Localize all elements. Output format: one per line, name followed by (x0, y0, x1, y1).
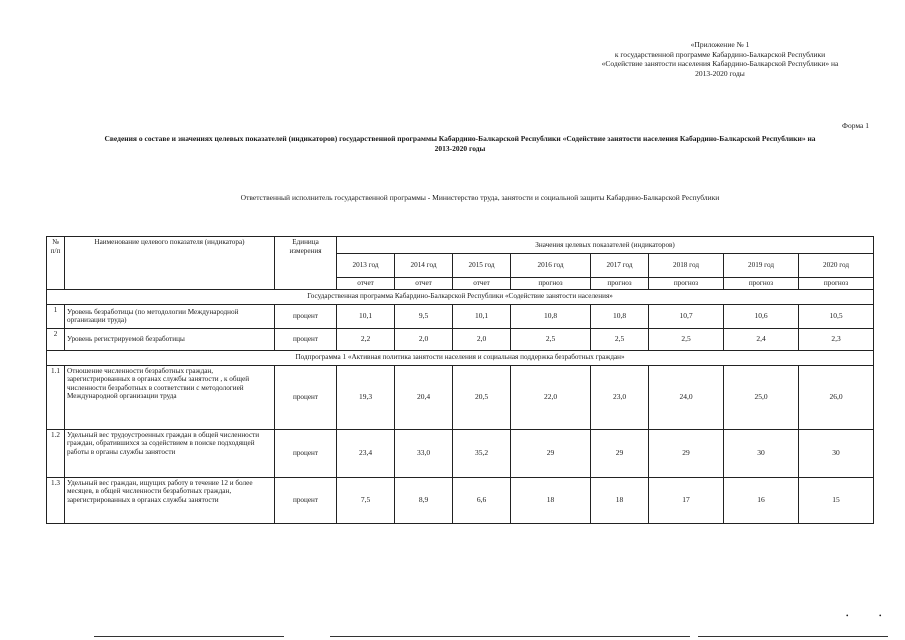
section-row (47, 289, 874, 304)
year-cell: 2015 год (453, 254, 511, 278)
row-unit: процент (275, 304, 337, 328)
row-value: 10,8 (511, 304, 591, 328)
table-row (47, 304, 874, 328)
scan-edge-line (698, 636, 888, 637)
section-title: Государственная программа Кабардино-Балкарской Республики «Содействие занятости населения» (47, 289, 874, 304)
type-cell: прогноз (511, 278, 591, 290)
table-header-row (47, 237, 874, 254)
row-value: 23,4 (337, 429, 395, 477)
header-name: Наименование целевого показателя (индикатора) (65, 237, 275, 290)
row-value: 9,5 (395, 304, 453, 328)
scan-edge-line (330, 636, 690, 637)
row-unit: процент (275, 365, 337, 429)
row-value: 10,6 (724, 304, 799, 328)
type-cell: прогноз (591, 278, 649, 290)
row-name: Удельный вес трудоустроенных граждан в общей численности граждан, обратившихся за содействием в поиске подходящей работы в органы службы занятости (65, 429, 275, 477)
row-value: 33,0 (395, 429, 453, 477)
table-row (47, 328, 874, 350)
row-value: 30 (799, 429, 874, 477)
row-value: 6,6 (453, 477, 511, 523)
row-value: 10,7 (649, 304, 724, 328)
row-value: 10,1 (337, 304, 395, 328)
type-cell: отчет (453, 278, 511, 290)
row-value: 2,5 (649, 328, 724, 350)
table-row (47, 477, 874, 523)
year-cell: 2020 год (799, 254, 874, 278)
row-value: 2,4 (724, 328, 799, 350)
appendix-line: «Приложение № 1 (690, 40, 750, 49)
type-cell: отчет (337, 278, 395, 290)
row-value: 18 (511, 477, 591, 523)
year-cell: 2019 год (724, 254, 799, 278)
row-value: 26,0 (799, 365, 874, 429)
appendix-block (560, 40, 880, 78)
row-value: 22,0 (511, 365, 591, 429)
type-cell: прогноз (724, 278, 799, 290)
header-no: № п/п (47, 237, 65, 290)
row-value: 35,2 (453, 429, 511, 477)
row-unit: процент (275, 328, 337, 350)
type-cell: прогноз (649, 278, 724, 290)
row-no: 1.1 (47, 365, 65, 429)
row-value: 20,5 (453, 365, 511, 429)
section-title: Подпрограмма 1 «Активная политика занятости населения и социальная поддержка безработных граждан» (47, 350, 874, 365)
row-value: 2,0 (453, 328, 511, 350)
row-no: 1 (47, 304, 65, 328)
row-value: 10,8 (591, 304, 649, 328)
row-value: 10,1 (453, 304, 511, 328)
header-unit: Единица измерения (275, 237, 337, 290)
year-cell: 2013 год (337, 254, 395, 278)
row-value: 2,5 (591, 328, 649, 350)
table-row (47, 365, 874, 429)
row-value: 18 (591, 477, 649, 523)
responsible-executor: Ответственный исполнитель государственной программы - Министерство труда, занятости и социальной защиты Кабардино-Балкарской Республики (240, 193, 720, 202)
row-value: 25,0 (724, 365, 799, 429)
form-label: Форма 1 (842, 121, 869, 130)
row-value: 2,3 (799, 328, 874, 350)
indicators-table (46, 236, 874, 524)
year-cell: 2018 год (649, 254, 724, 278)
row-no: 2 (47, 328, 65, 350)
row-name: Отношение численности безработных граждан, зарегистрированных в органах службы занятости , к общей численности безработных в соответствии с методологией Международной организации труда (65, 365, 275, 429)
row-value: 29 (649, 429, 724, 477)
type-cell: отчет (395, 278, 453, 290)
row-value: 19,3 (337, 365, 395, 429)
document-title (40, 134, 880, 153)
row-value: 15 (799, 477, 874, 523)
scan-mark: • (846, 612, 849, 620)
row-value: 29 (591, 429, 649, 477)
row-name: Удельный вес граждан, ищущих работу в течение 12 и более месяцев, в общей численности безработных граждан, зарегистрированных в органах службы занятости (65, 477, 275, 523)
row-value: 10,5 (799, 304, 874, 328)
row-no: 1.2 (47, 429, 65, 477)
row-value: 8,9 (395, 477, 453, 523)
type-cell: прогноз (799, 278, 874, 290)
appendix-line: «Содействие занятости населения Кабардино-Балкарской Республики» на (601, 59, 839, 68)
scan-edge-line (94, 636, 284, 637)
title-line: Сведения о составе и значениях целевых показателей (индикаторов) государственной программы Кабардино-Балкарской Республики «Содействие занятости населения Кабардино-Балкарской Республики» на (104, 134, 816, 143)
row-value: 20,4 (395, 365, 453, 429)
header-values: Значения целевых показателей (индикаторов) (337, 237, 874, 254)
year-cell: 2016 год (511, 254, 591, 278)
year-cell: 2017 год (591, 254, 649, 278)
row-no: 1.3 (47, 477, 65, 523)
section-row (47, 350, 874, 365)
row-value: 30 (724, 429, 799, 477)
appendix-line: 2013-2020 годы (695, 68, 745, 78)
scan-mark: • (879, 612, 882, 620)
row-value: 7,5 (337, 477, 395, 523)
row-value: 23,0 (591, 365, 649, 429)
row-value: 29 (511, 429, 591, 477)
row-value: 2,2 (337, 328, 395, 350)
row-name: Уровень безработицы (по методологии Международной организации труда) (65, 304, 275, 328)
year-cell: 2014 год (395, 254, 453, 278)
row-name: Уровень регистрируемой безработицы (65, 328, 275, 350)
table-row (47, 429, 874, 477)
row-value: 17 (649, 477, 724, 523)
row-unit: процент (275, 429, 337, 477)
appendix-line: к государственной программе Кабардино-Балкарской Республики (614, 49, 826, 59)
row-value: 16 (724, 477, 799, 523)
row-value: 24,0 (649, 365, 724, 429)
title-line: 2013-2020 годы (434, 143, 486, 153)
row-value: 2,0 (395, 328, 453, 350)
row-value: 2,5 (511, 328, 591, 350)
row-unit: процент (275, 477, 337, 523)
